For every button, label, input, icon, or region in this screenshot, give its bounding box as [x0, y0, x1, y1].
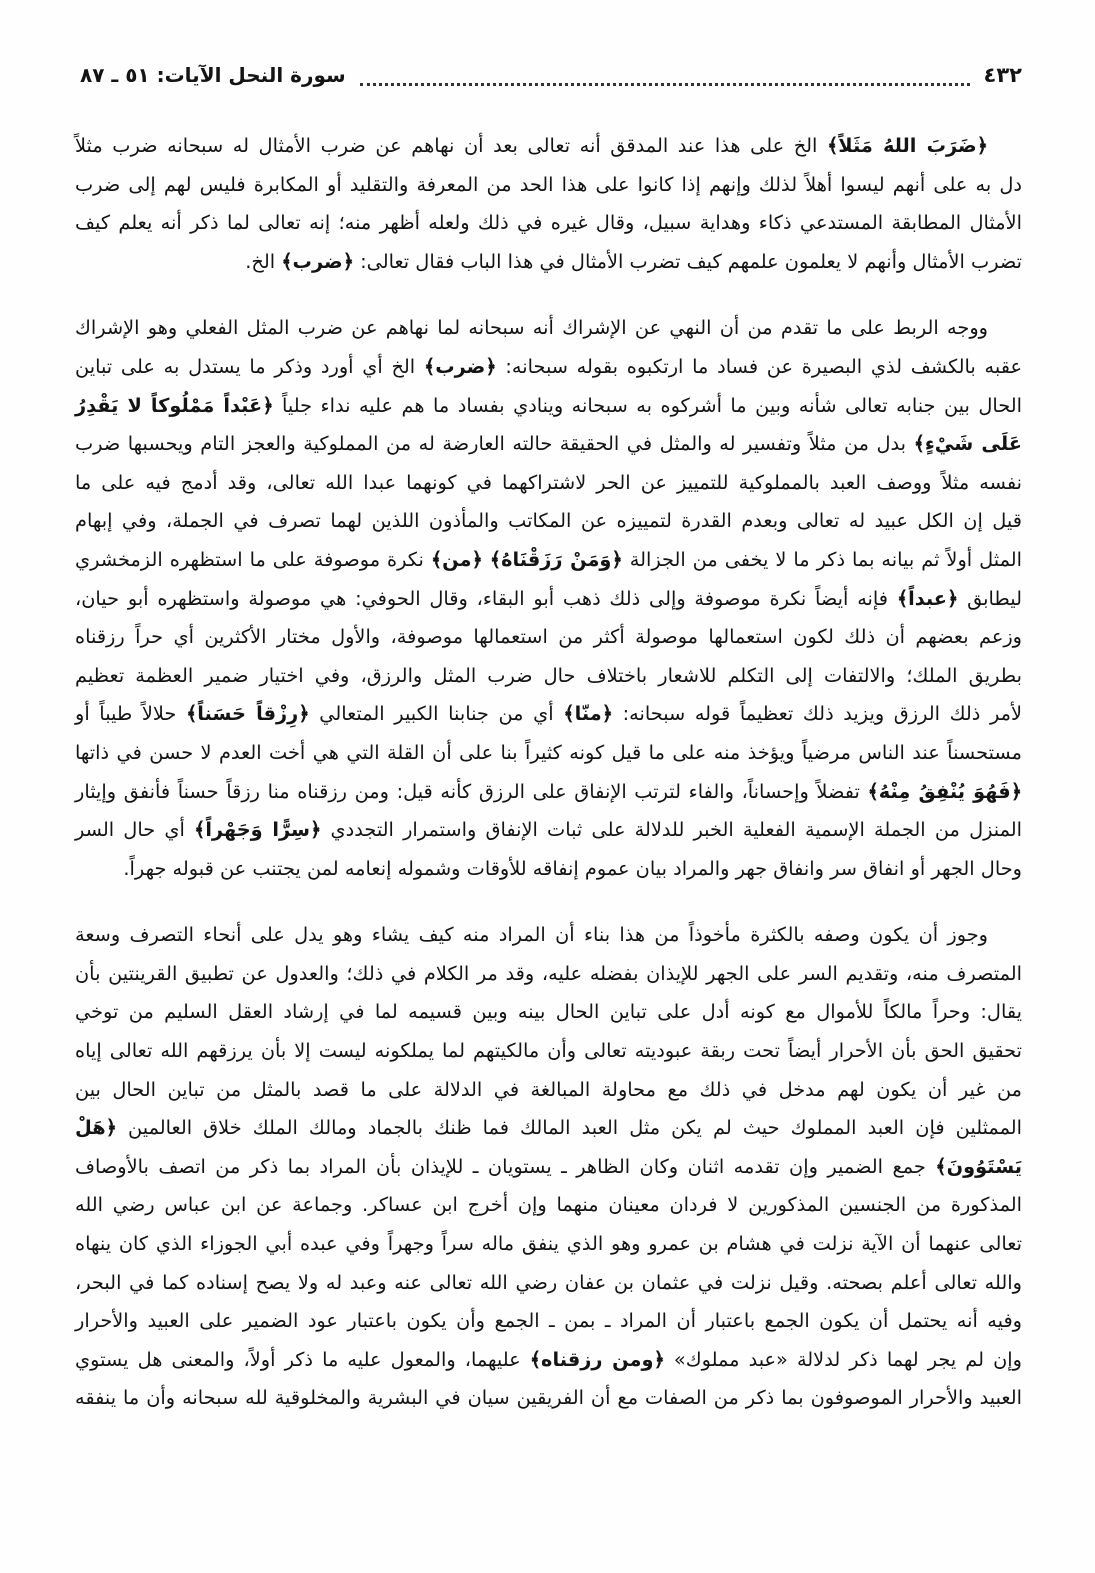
- text-run: فإنه أيضاً نكرة موصوفة وإلى ذلك ذهب أبو البقاء، وقال الحوفي: هي موصولة واستظهره أبو حيان،: [75, 586, 897, 610]
- text-line: [75, 993, 1022, 1032]
- text-line: [75, 1071, 1022, 1110]
- quran-quote: عَلَى شَيْءٍ﴾: [913, 432, 1022, 456]
- text-run: جمع الضمير وإن تقدمه اثنان وكان الظاهر ـ يستويان ـ للإيذان بأن المراد بما ذكر من اتصف بالأوصاف: [75, 1154, 936, 1178]
- text-line: [75, 204, 1022, 243]
- paragraph: [75, 309, 1022, 888]
- text-line: [75, 348, 1022, 387]
- quran-quote: ﴿فَهُوَ يُنْفِقُ مِنْهُ﴾: [867, 779, 1023, 803]
- text-line: [75, 955, 1022, 994]
- text-run: أي من جنابنا الكبير المتعالي: [309, 702, 564, 726]
- text-run: وفيه أنه يحتمل أن يكون الجمع باعتبار أن المراد ـ بمن ـ الجمع وأن يكون باعتبار عود الضمير على العبيد والأحرار: [75, 1309, 1022, 1333]
- text-line: [75, 387, 1022, 426]
- text-line: [75, 1302, 1022, 1341]
- text-line: [75, 657, 1022, 696]
- text-run: تفضلاً وإحساناً، والفاء لترتب الإنفاق على الرزق كأنه قيل: ومن رزقناه منا رزقاً حسناً فأنفق وإيثار: [75, 779, 868, 803]
- text-run: عقبه بالكشف لذي البصيرة عن فساد ما ارتكبوه بقوله سبحانه:: [496, 354, 1023, 378]
- text-run: العبيد والأحرار الموصوفون بما ذكر من الصفات مع أن الفريقين سيان في البشرية والمخلوقية لله سبحانه وأن ما ينفقه: [75, 1386, 1022, 1410]
- quran-quote: ﴿عبداً﴾: [896, 586, 959, 610]
- text-run: وزعم بعضهم أن ذلك لكون استعمالها موصولة أكثر من استعمالها موصوفة، والأول مختار الأكثرين أي حراً رزقناه: [75, 625, 1022, 649]
- text-line: [75, 811, 1022, 850]
- text-run: قيل إن الكل عبيد له تعالى وبعدم القدرة لتمييزه عن المكاتب والمأذون اللذين لهما تصرف في الجملة، وفي إبهام: [75, 509, 1022, 533]
- text-run: ليطابق: [958, 586, 1022, 610]
- text-line: [75, 618, 1022, 657]
- text-run: الأمثال المطابقة المستدعي ذكاء وهداية سبيل، وقال غيره في ذلك ولعله أظهر منه؛ إنه تعالى لما ذكر أنه يعلم كيف: [75, 211, 1022, 235]
- quran-quote: ﴿هَلْ: [75, 1116, 117, 1140]
- text-line: [75, 773, 1022, 812]
- text-line: [75, 425, 1022, 464]
- text-line: [75, 127, 1022, 166]
- text-run: وحال الجهر أو انفاق سر وانفاق جهر والمراد بيان عموم إنفاقه للأوقات وشموله إنعامه لمن يجتنب عن قبوله جهراً.: [123, 856, 1022, 880]
- text-run: المنزل من الجملة الإسمية الفعلية الخبر للدلالة على ثبات الإنفاق واستمرار التجددي: [321, 818, 1022, 842]
- text-run: ووجه الربط على ما تقدم من أن النهي عن الإشراك أنه سبحانه لما نهاهم عن ضرب المثل الفعلي وهو الإشراك: [75, 316, 988, 340]
- text-run: أي حال السر: [75, 818, 194, 842]
- quran-quote: ﴿منّا﴾: [563, 702, 613, 726]
- page-number: ٤٣٢: [983, 63, 1022, 87]
- text-run: وإن لم يجر لهما ذكر لدلالة «عبد مملوك»: [664, 1347, 1023, 1371]
- text-line: [75, 916, 1022, 955]
- text-line: [75, 850, 1022, 889]
- text-run: حلالاً طيباً أو: [75, 702, 186, 726]
- paragraph: [75, 127, 1022, 281]
- text-line: [75, 1109, 1022, 1148]
- text-line: [75, 1264, 1022, 1303]
- text-run: الخ أي أورد وذكر ما يستدل به على تباين: [75, 354, 424, 378]
- quran-quote: ﴿ضرب﴾: [281, 249, 354, 273]
- text-run: نفسه مثلاً ووصف العبد بالمملوكية للتمييز عن الحر لاشتراكهما في كونهما عبدا الله تعالى، وقد أدمج فيه على ما: [75, 470, 1022, 494]
- quran-quote: ﴿من﴾: [430, 547, 483, 571]
- text-run: دل به على أنهم ليسوا أهلاً لذلك وإنهم إذا كانوا على هذا الحد من المعرفة والتقليد أو المكابرة فليس لهم إلى ضرب: [75, 172, 1022, 196]
- text-line: [75, 541, 1022, 580]
- text-line: [75, 243, 1022, 282]
- text-run: يقال: وحراً مالكاً للأموال مع كونه أدل على تباين الحال بينه وبين قسيمه لما في إرشاد العقل السليم من توخي: [75, 1000, 1022, 1024]
- text-run: تضرب الأمثال وأنهم لا يعلمون علمهم كيف تضرب الأمثال في هذا الباب فقال تعالى:: [353, 249, 1022, 273]
- text-run: الحال بين جنابه تعالى شأنه وبين ما أشركوه به سبحانه وينادي بفساد ما هم عليه نداء جلياً: [273, 393, 1022, 417]
- text-run: بدل من مثلاً وتفسير له والمثل في الحقيقة حالته العارضة له من المملوكية والعجز التام ويحسبها ضرب: [75, 432, 914, 456]
- running-header: [80, 56, 1022, 94]
- text-run: تعالى عنهما أن الآية نزلت في هشام بن عمرو وهو الذي ينفق ماله سراً وجهراً وفي عبده أبي الجوزاء الذي كان ينهاه: [75, 1232, 1022, 1256]
- text-line: [75, 464, 1022, 503]
- text-run: تحقيق الحق بأن الأحرار أيضاً تحت ربقة عبوديته تعالى وأن مالكيتهم لما يملكونه ليست إلا بأن يرزقهم الله تعالى إياه: [75, 1039, 1022, 1063]
- quran-quote: ﴿رِزْقاً حَسَناً﴾: [185, 702, 310, 726]
- text-run: الخ على هذا عند المدقق أنه تعالى بعد أن نهاهم عن ضرب الأمثال له سبحانه ضرب مثلاً: [75, 134, 827, 157]
- text-line: [75, 1186, 1022, 1225]
- text-run: المثل أولاً ثم بيانه بما ذكر ما لا يخفى من الجزالة: [622, 547, 1022, 571]
- text-line: [75, 309, 1022, 348]
- text-run: المذكورة من الجنسين المذكورين لا فردان معينان منهما وإن أخرج ابن عساكر. وجماعة عن ابن عباس رضي الله: [75, 1193, 1022, 1217]
- paragraph: [75, 916, 1022, 1418]
- text-line: [75, 1341, 1022, 1380]
- text-run: من غير أن يكون لهم مدخل في ذلك مع محاولة المبالغة في الدلالة على ما قصد بالمثل من تباين الحال بين: [75, 1077, 1022, 1101]
- text-line: [75, 502, 1022, 541]
- text-run: نكرة موصوفة على ما استظهره الزمخشري: [75, 547, 431, 571]
- quran-quote: ﴿وَمَنْ رَزَقْنَاهُ﴾: [489, 547, 623, 571]
- text-run: الخ.: [245, 249, 282, 273]
- text-run: وجوز أن يكون وصفه بالكثرة مأخوذاً من هذا بناء أن المراد منه كيف يشاء وهو يدل على أنحاء التصرف وسعة: [75, 923, 988, 947]
- text-line: [75, 1379, 1022, 1418]
- text-run: المتصرف منه، وتقديم السر على الجهر للإيذان بفضله عليه، وقد مر الكلام في ذلك؛ والعدول عن تطبيق القرينتين بأن: [75, 961, 1022, 985]
- quran-quote: يَسْتَوُونَ﴾: [935, 1154, 1022, 1178]
- quran-quote: ﴿عَبْداً مَمْلُوكاً لا يَقْدِرُ: [75, 393, 274, 417]
- quran-quote: ﴿سِرًّا وَجَهْراً﴾: [194, 818, 322, 842]
- text-line: [75, 1148, 1022, 1187]
- running-title: سورة النحل الآيات: ٥١ ـ ٨٧: [80, 63, 346, 87]
- text-line: [75, 166, 1022, 205]
- text-run: بطريق الملك؛ والالتفات إلى التكلم للاشعار باختلاف حال ضرب المثل والرزق، وفي اختيار ضمير العظمة تعظيم: [75, 663, 1022, 687]
- text-run: والله تعالى أعلم بصحته. وقيل نزلت في عثمان بن عفان رضي الله تعالى عنه وعبد له ولا يصح إسناده كما في البحر،: [75, 1270, 1022, 1294]
- text-body: [75, 127, 1022, 1418]
- text-line: [75, 580, 1022, 619]
- quran-quote: ﴿ضَرَبَ اللهُ مَثَلاً﴾: [826, 134, 988, 157]
- text-run: الممثلين فإن العبد المملوك حيث لم يكن مثل العبد المالك فما ظنك بالجماد ومالك الملك خلاق العالمين: [116, 1116, 1022, 1140]
- text-run: مستحسناً عند الناس مرضياً ويؤخذ منه على ما قيل كونه كثيراً بنا على أن القلة التي هي أخت العدم لا حسن في ذاتها: [75, 740, 1022, 764]
- text-line: [75, 695, 1022, 734]
- text-line: [75, 1225, 1022, 1264]
- text-line: [75, 734, 1022, 773]
- quran-quote: ﴿ضرب﴾: [423, 354, 497, 378]
- text-line: [75, 1032, 1022, 1071]
- quran-quote: ﴿ومن رزقناه﴾: [529, 1347, 665, 1371]
- text-run: لأمر ذلك الرزق ويزيد ذلك تعظيماً قوله سبحانه:: [612, 702, 1023, 726]
- text-run: عليهما، والمعول عليه ما ذكر أولاً، والمعنى هل يستوي: [75, 1347, 530, 1371]
- dot-leader: [360, 83, 970, 86]
- text-run: [483, 548, 490, 571]
